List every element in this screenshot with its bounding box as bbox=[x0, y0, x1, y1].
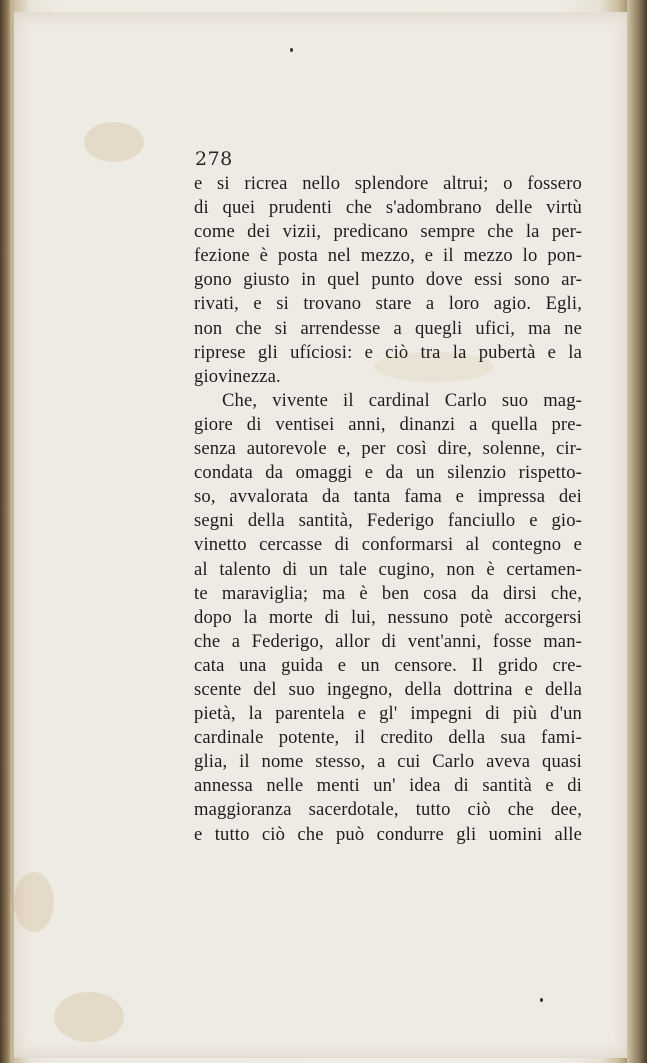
text-line: glia, il nome stesso, a cui Carlo aveva quasi bbox=[194, 751, 582, 773]
text-line: condata da omaggi e da un silenzio rispetto- bbox=[194, 462, 582, 484]
book-binding-edge bbox=[0, 0, 12, 1063]
text-line: giovinezza. bbox=[194, 365, 281, 387]
body-text bbox=[194, 172, 582, 847]
text-line: fezione è posta nel mezzo, e il mezzo lo pon- bbox=[194, 245, 582, 267]
text-line: dopo la morte di lui, nessuno potè accorgersi bbox=[194, 606, 582, 628]
ink-speck bbox=[290, 48, 293, 52]
ink-speck bbox=[540, 998, 543, 1002]
foxing-stain bbox=[54, 992, 124, 1042]
text-line: Che, vivente il cardinal Carlo suo mag- bbox=[222, 389, 582, 411]
page-number: 278 bbox=[195, 148, 233, 170]
text-line: te maraviglia; ma è ben cosa da dirsi che, bbox=[194, 582, 582, 604]
text-line: senza autorevole e, per così dire, solenne, cir- bbox=[194, 438, 582, 460]
foxing-stain bbox=[84, 122, 144, 162]
text-line: che a Federigo, allor di vent'anni, fosse man- bbox=[194, 630, 582, 652]
text-line: al talento di un tale cugino, non è certamen- bbox=[194, 558, 582, 580]
page-fore-edge bbox=[627, 0, 647, 1063]
text-line: di quei prudenti che s'adombrano delle virtù bbox=[194, 197, 582, 219]
foxing-stain bbox=[14, 872, 54, 932]
text-line: e tutto ciò che può condurre gli uomini alle bbox=[194, 823, 582, 845]
text-line: cata una guida e un censore. Il grido cre- bbox=[194, 654, 582, 676]
text-line: cardinale potente, il credito della sua fami- bbox=[194, 727, 582, 749]
text-line: scente del suo ingegno, della dottrina e della bbox=[194, 678, 582, 700]
text-line: riprese gli ufíciosi: e ciò tra la pubertà e la bbox=[194, 341, 582, 363]
text-line: so, avvalorata da tanta fama e impressa dei bbox=[194, 486, 582, 508]
text-line: giore di ventisei anni, dinanzi a quella pre- bbox=[194, 413, 582, 435]
text-line: come dei vizii, predicano sempre che la per- bbox=[194, 221, 582, 243]
text-line: segni della santità, Federigo fanciullo e gio- bbox=[194, 510, 582, 532]
text-line: non che si arrendesse a quegli ufici, ma ne bbox=[194, 317, 582, 339]
text-line: gono giusto in quel punto dove essi sono ar- bbox=[194, 269, 582, 291]
text-line: maggioranza sacerdotale, tutto ciò che dee, bbox=[194, 799, 582, 821]
text-line: pietà, la parentela e gl' impegni di più d'un bbox=[194, 703, 582, 725]
text-line: vinetto cercasse di conformarsi al contegno e bbox=[194, 534, 582, 556]
text-line: annessa nelle menti un' idea di santità e di bbox=[194, 775, 582, 797]
text-line: rivati, e si trovano stare a loro agio. Egli, bbox=[194, 293, 582, 315]
text-line: e si ricrea nello splendore altrui; o fossero bbox=[194, 173, 582, 194]
